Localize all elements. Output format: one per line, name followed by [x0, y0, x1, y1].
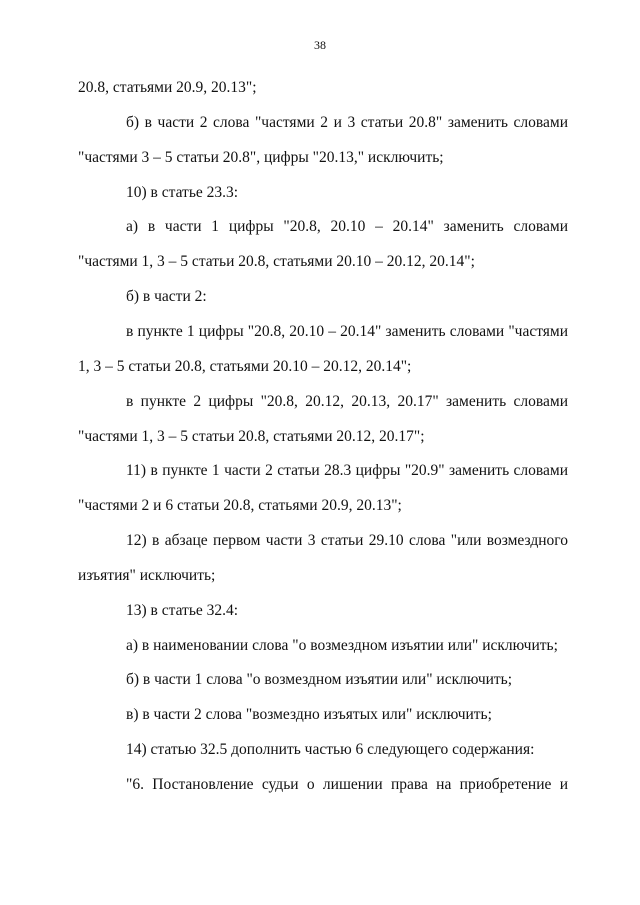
- text-line: "частями 1, 3 – 5 статьи 20.8, статьями 20.12, 20.17";: [78, 428, 425, 445]
- text-line: 20.8, статьями 20.9, 20.13";: [78, 79, 257, 96]
- text-line: 12) в абзаце первом части 3 статьи 29.10 слова "или возмездного: [126, 532, 568, 549]
- text-line: в пункте 2 цифры "20.8, 20.12, 20.13, 20.17" заменить словами: [126, 393, 568, 410]
- text-line: 11) в пункте 1 части 2 статьи 28.3 цифры "20.9" заменить словами: [126, 462, 568, 479]
- text-line: 1, 3 – 5 статьи 20.8, статьями 20.10 – 20.12, 20.14";: [78, 358, 412, 375]
- text-line: а) в части 1 цифры "20.8, 20.10 – 20.14" заменить словами: [126, 218, 568, 235]
- text-line: 14) статью 32.5 дополнить частью 6 следующего содержания:: [126, 741, 535, 758]
- text-line: "частями 1, 3 – 5 статьи 20.8, статьями 20.10 – 20.12, 20.14";: [78, 253, 475, 270]
- text-line: а) в наименовании слова "о возмездном изъятии или" исключить;: [126, 637, 558, 654]
- text-line: 13) в статье 32.4:: [126, 602, 239, 619]
- text-line: "частями 3 – 5 статьи 20.8", цифры "20.13," исключить;: [78, 149, 444, 166]
- text-line: "6. Постановление судьи о лишении права на приобретение и: [126, 776, 568, 793]
- text-line: "частями 2 и 6 статьи 20.8, статьями 20.9, 20.13";: [78, 497, 402, 514]
- text-line: б) в части 2:: [126, 288, 207, 305]
- text-line: б) в части 2 слова "частями 2 и 3 статьи 20.8" заменить словами: [126, 114, 568, 131]
- text-line: изъятия" исключить;: [78, 567, 216, 584]
- text-line: в) в части 2 слова "возмездно изъятых или" исключить;: [126, 706, 492, 723]
- text-line: б) в части 1 слова "о возмездном изъятии или" исключить;: [126, 671, 513, 688]
- text-line: в пункте 1 цифры "20.8, 20.10 – 20.14" заменить словами "частями: [126, 323, 568, 340]
- page-number: 38: [314, 38, 326, 52]
- text-line: 10) в статье 23.3:: [126, 184, 239, 201]
